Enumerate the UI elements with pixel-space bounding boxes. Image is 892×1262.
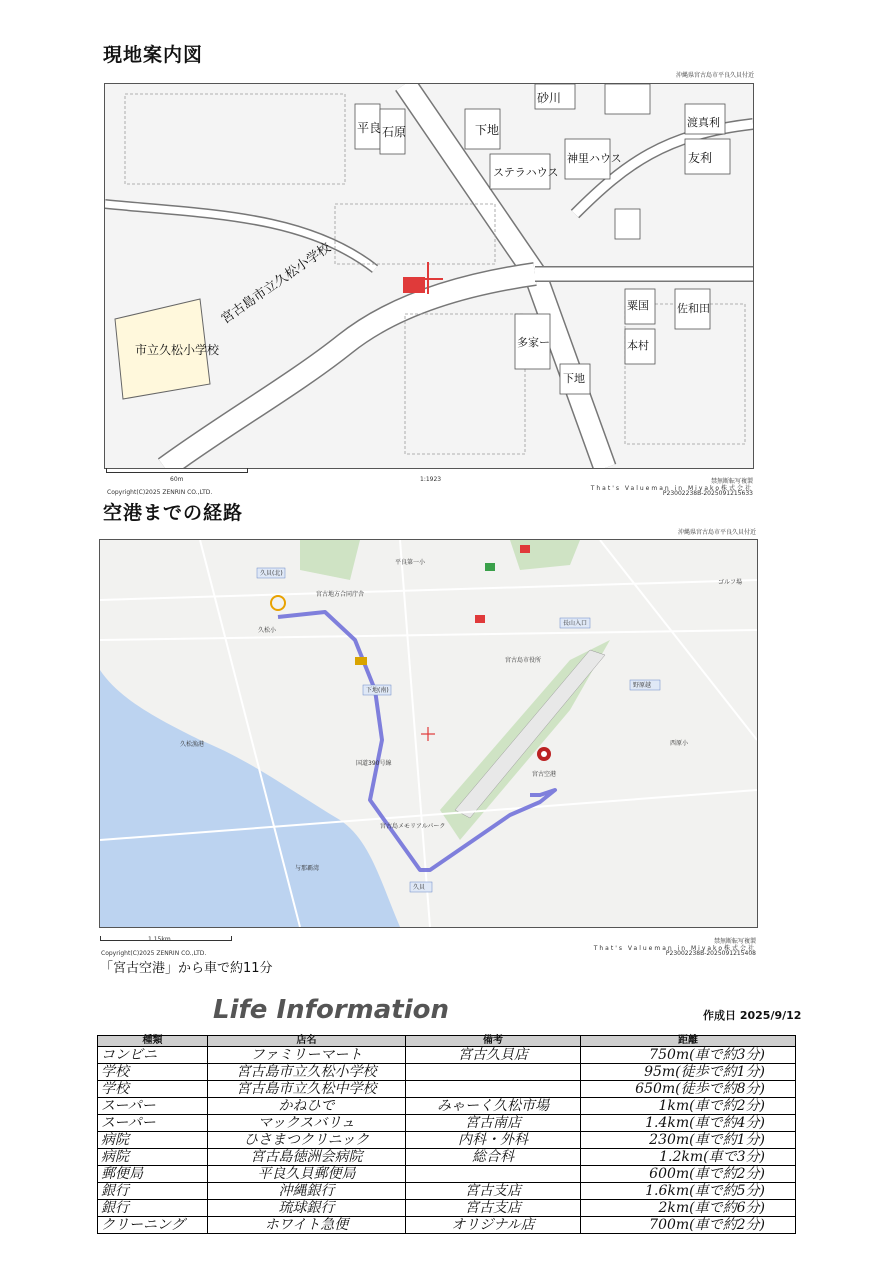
cell-type: 病院 bbox=[98, 1132, 208, 1149]
school-name-vertical: 宮古島市立久松小学校 bbox=[218, 240, 334, 328]
cell-name: 宮古島市立久松中学校 bbox=[208, 1081, 406, 1098]
label-nobaru: 野原越 bbox=[633, 682, 652, 689]
label-shimoji-2: 下地 bbox=[563, 372, 585, 385]
cell-type: 郵便局 bbox=[98, 1166, 208, 1183]
route-map-scale-label: 1.15km bbox=[148, 936, 171, 943]
site-map[interactable] bbox=[104, 83, 754, 469]
cell-type: スーパー bbox=[98, 1115, 208, 1132]
route-map-drawing bbox=[100, 540, 757, 927]
label-airport: 宮古空港 bbox=[532, 771, 557, 778]
route-map-title: 空港までの経路 bbox=[103, 502, 244, 524]
label-kugai: 久貝 bbox=[413, 884, 426, 891]
life-info-title: Life Information bbox=[213, 995, 450, 1025]
cell-type: スーパー bbox=[98, 1098, 208, 1115]
label-taira: 平良 bbox=[357, 121, 382, 135]
label-nishi: 西原小 bbox=[670, 740, 689, 747]
site-map-drawing bbox=[105, 84, 753, 468]
label-miyako-chiho: 宮古地方合同庁舎 bbox=[316, 591, 365, 598]
route-map-credit-1: 禁無断転写複製 bbox=[713, 938, 756, 945]
cell-name: 沖縄銀行 bbox=[208, 1183, 406, 1200]
cell-type: 銀行 bbox=[98, 1183, 208, 1200]
site-map-scale-label: 60m bbox=[170, 476, 184, 483]
cell-note: 総合科 bbox=[406, 1149, 581, 1166]
label-awa: 粟国 bbox=[627, 299, 649, 312]
created-label: 作成日 bbox=[703, 1009, 736, 1022]
site-map-ratio: 1:1923 bbox=[420, 476, 442, 483]
header-type: 種類 bbox=[98, 1036, 208, 1047]
cell-distance: 1.4km(車で約4分) bbox=[581, 1115, 796, 1132]
label-port: 久松漁港 bbox=[180, 741, 205, 748]
cell-note bbox=[406, 1081, 581, 1098]
cell-note: みゃーく久松市場 bbox=[406, 1098, 581, 1115]
route-note: 「宮古空港」から車で約11分 bbox=[100, 961, 273, 976]
table-row bbox=[98, 1115, 796, 1132]
route-map-location: 沖縄県宮古島市平良久貝付近 bbox=[677, 529, 756, 536]
label-golf: ゴルフ場 bbox=[718, 579, 743, 586]
cell-type: コンビニ bbox=[98, 1047, 208, 1064]
cell-name: 琉球銀行 bbox=[208, 1200, 406, 1217]
cell-note: オリジナル店 bbox=[406, 1217, 581, 1234]
cell-distance: 230m(車で約1分) bbox=[581, 1132, 796, 1149]
cell-note: 宮古南店 bbox=[406, 1115, 581, 1132]
site-map-credit-1: 禁無断転写複製 bbox=[710, 478, 753, 485]
label-memorial: 宮古島メモリアルパーク bbox=[380, 823, 446, 830]
cell-note: 宮古支店 bbox=[406, 1183, 581, 1200]
table-row bbox=[98, 1183, 796, 1200]
site-map-title: 現地案内図 bbox=[103, 44, 204, 66]
label-toguchi: 渡真利 bbox=[687, 116, 720, 129]
cell-distance: 1.6km(車で約5分) bbox=[581, 1183, 796, 1200]
cell-name: かねひで bbox=[208, 1098, 406, 1115]
created-value: 2025/9/12 bbox=[739, 1009, 802, 1022]
cell-distance: 600m(車で約2分) bbox=[581, 1166, 796, 1183]
label-hisamatsu-sho: 久松小 bbox=[258, 627, 277, 634]
label-shimoji-1: 下地 bbox=[475, 123, 500, 137]
header-name: 店名 bbox=[208, 1036, 406, 1047]
cell-note: 宮古久貝店 bbox=[406, 1047, 581, 1064]
cell-type: 銀行 bbox=[98, 1200, 208, 1217]
site-map-location: 沖縄県宮古島市平良久貝付近 bbox=[675, 72, 754, 79]
table-row bbox=[98, 1149, 796, 1166]
cell-name: 宮古島市立久松小学校 bbox=[208, 1064, 406, 1081]
cell-note bbox=[406, 1166, 581, 1183]
label-nagayama: 長山入口 bbox=[563, 620, 588, 627]
site-map-copyright: Copyright(C)2025 ZENRIN CO.,LTD. bbox=[107, 489, 213, 496]
site-map-credit-3: P23002238B-2025091215633 bbox=[662, 490, 753, 497]
route-map-credit-3: P23002238B-2025091215408 bbox=[665, 950, 756, 957]
cell-distance: 700m(車で約2分) bbox=[581, 1217, 796, 1234]
cell-distance: 1km(車で約2分) bbox=[581, 1098, 796, 1115]
label-shimoji-minami: 下地(南) bbox=[366, 687, 389, 694]
label-stellar: ステラハウス bbox=[493, 166, 559, 179]
label-tomori: 友利 bbox=[688, 151, 713, 165]
table-header-row bbox=[98, 1036, 796, 1047]
label-bay: 与那覇湾 bbox=[295, 865, 320, 872]
table-row bbox=[98, 1064, 796, 1081]
label-ishihara: 石原 bbox=[382, 125, 407, 139]
table-row bbox=[98, 1098, 796, 1115]
cell-note: 宮古支店 bbox=[406, 1200, 581, 1217]
header-note: 備考 bbox=[406, 1036, 581, 1047]
cell-distance: 750m(車で約3分) bbox=[581, 1047, 796, 1064]
site-map-scale-bar bbox=[106, 468, 248, 473]
label-kamizato: 神里ハウス bbox=[567, 152, 622, 165]
label-ada: 多家ー bbox=[517, 336, 550, 349]
table-row bbox=[98, 1200, 796, 1217]
cell-distance: 95m(徒歩で約1分) bbox=[581, 1064, 796, 1081]
label-kokudo: 国道390号線 bbox=[356, 760, 392, 767]
table-row bbox=[98, 1166, 796, 1183]
cell-name: ひさまつクリニック bbox=[208, 1132, 406, 1149]
table-row bbox=[98, 1132, 796, 1149]
cell-distance: 650m(徒歩で約8分) bbox=[581, 1081, 796, 1098]
life-info-table bbox=[97, 1035, 796, 1234]
cell-name: 平良久貝郵便局 bbox=[208, 1166, 406, 1183]
table-row bbox=[98, 1047, 796, 1064]
route-map-credit-2: That's Valueman in Miyako株式会社 bbox=[593, 945, 756, 952]
label-hirara-daiichi: 平良第一小 bbox=[395, 559, 426, 566]
label-city-hall: 宮古島市役所 bbox=[505, 657, 542, 664]
cell-name: 宮古島徳洲会病院 bbox=[208, 1149, 406, 1166]
cell-distance: 1.2km(車で3分) bbox=[581, 1149, 796, 1166]
created-date bbox=[703, 1007, 801, 1023]
label-motomura: 本村 bbox=[627, 339, 649, 352]
header-distance: 距離 bbox=[581, 1036, 796, 1047]
cell-type: 病院 bbox=[98, 1149, 208, 1166]
label-sawada: 佐和田 bbox=[677, 302, 710, 315]
table-row bbox=[98, 1217, 796, 1234]
site-map-credit-2: That's Valueman in Miyako株式会社 bbox=[590, 485, 753, 492]
cell-note: 内科・外科 bbox=[406, 1132, 581, 1149]
cell-type: クリーニング bbox=[98, 1217, 208, 1234]
school-box-label: 市立久松小学校 bbox=[135, 343, 220, 357]
cell-name: マックスバリュ bbox=[208, 1115, 406, 1132]
cell-note bbox=[406, 1064, 581, 1081]
route-map-copyright: Copyright(C)2025 ZENRIN CO.,LTD. bbox=[101, 950, 207, 957]
label-sunagawa: 砂川 bbox=[537, 91, 562, 105]
cell-distance: 2km(車で約6分) bbox=[581, 1200, 796, 1217]
label-hisamatsu-kita: 久貝(北) bbox=[260, 570, 283, 577]
cell-name: ホワイト急便 bbox=[208, 1217, 406, 1234]
table-row bbox=[98, 1081, 796, 1098]
cell-name: ファミリーマート bbox=[208, 1047, 406, 1064]
cell-type: 学校 bbox=[98, 1064, 208, 1081]
route-map[interactable] bbox=[99, 539, 758, 928]
cell-type: 学校 bbox=[98, 1081, 208, 1098]
